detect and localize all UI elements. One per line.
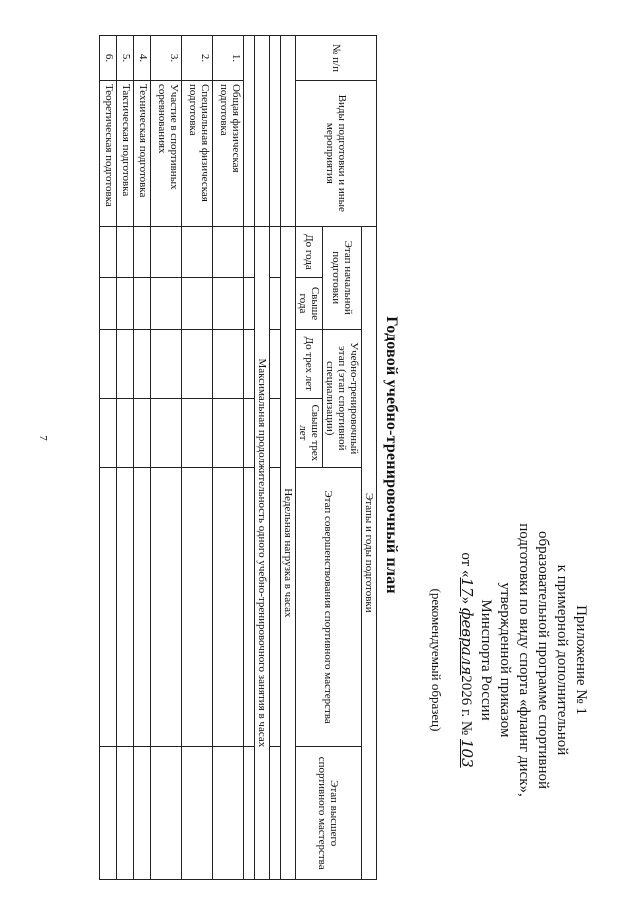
appendix-title: Приложение № 1 [573, 605, 589, 715]
weekly-load-spacer [281, 36, 296, 227]
header-activity-type: Виды подготовки и иные мероприятия [296, 80, 377, 226]
table-row [100, 36, 117, 880]
max-duration-spacer [255, 36, 270, 227]
row-label: Специальная физическая подготовка [182, 80, 213, 226]
appendix-header [427, 445, 590, 875]
rotated-document-page [10, 25, 610, 885]
header-stage-improvement: Этап совершенствования спортивного мастерства [296, 467, 362, 747]
row-label: Теоретическая подготовка [100, 80, 117, 226]
weekly-load-row [281, 36, 296, 880]
header-initial-up-to-year: До года [296, 226, 323, 278]
handwritten-order-number: 103 [458, 738, 476, 768]
max-duration-row [255, 36, 270, 880]
row-label: Участие в спортивных соревнованиях [151, 80, 182, 226]
header-line-1: к примерной дополнительной [554, 564, 570, 756]
header-line-3: подготовки по виду спорта «флаинг диск», [516, 523, 532, 797]
table-row [134, 36, 151, 880]
order-year: 2026 г. № [458, 675, 474, 736]
row-number: 3. [151, 36, 182, 81]
header-training-over-3: Свыше трех лет [296, 398, 323, 467]
table-row [117, 36, 134, 880]
page-number: 7 [36, 435, 49, 441]
max-duration-values-row [244, 36, 255, 880]
row-number: 4. [134, 36, 151, 81]
weekly-load-label: Недельная нагрузка в часах [281, 226, 296, 879]
sample-note: (рекомендуемый образец) [429, 588, 444, 732]
annual-plan-table [99, 35, 377, 880]
header-stage-higher: Этап высшего спортивного мастерства [296, 747, 362, 880]
header-stages: Этапы и годы подготовки [362, 226, 377, 879]
row-number: 1. [213, 36, 244, 81]
row-number: 6. [100, 36, 117, 81]
date-prefix: от « [458, 552, 474, 578]
row-label: Тактическая подготовка [117, 80, 134, 226]
row-label: Общая физическая подготовка [213, 80, 244, 226]
header-stage-initial: Этап начальной подготовки [323, 226, 362, 329]
table-row [182, 36, 213, 880]
header-line-5: Минспорта России [478, 599, 494, 721]
header-number: № п/п [296, 36, 377, 81]
date-mid: » [458, 596, 474, 605]
table-row [151, 36, 182, 880]
max-duration-label: Максимальная продолжительность одного учебно-тренировочного занятия в часах [255, 226, 270, 879]
order-date-line [456, 445, 476, 875]
header-stage-training: Учебно-тренировочный этап (этап спортивной специализации) [323, 329, 362, 467]
plan-title: Годовой учебно-тренировочный план [383, 316, 400, 594]
table-row [213, 36, 244, 880]
header-line-4: утвержденной приказом [497, 582, 513, 738]
header-line-2: образовательной программе спортивной [535, 530, 551, 790]
header-training-up-to-3: До трех лет [296, 329, 323, 398]
row-number: 5. [117, 36, 134, 81]
handwritten-day: 17 [458, 577, 476, 597]
row-label: Техническая подготовка [134, 80, 151, 226]
table-header-row-1 [362, 36, 377, 880]
header-initial-over-year: Свыше года [296, 278, 323, 330]
row-number: 2. [182, 36, 213, 81]
weekly-load-values-row [270, 36, 281, 880]
handwritten-month: февраля [458, 607, 476, 676]
